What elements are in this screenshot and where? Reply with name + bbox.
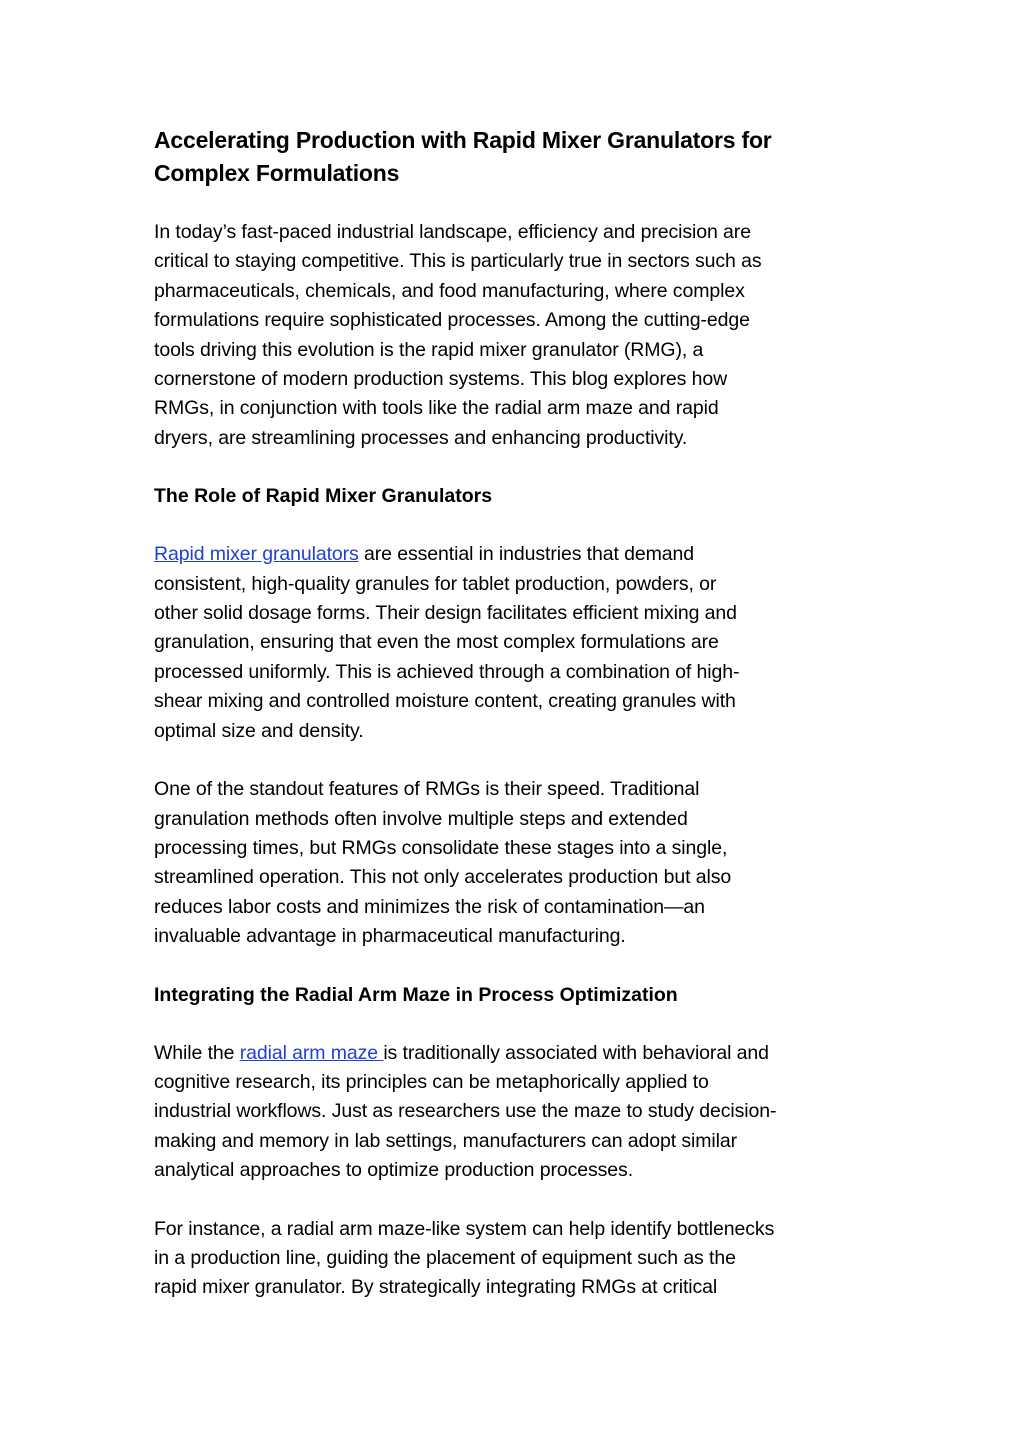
text-line: cornerstone of modern production systems. This blog explores how	[154, 368, 728, 391]
text-line: analytical approaches to optimize production processes.	[154, 1159, 634, 1182]
text-line: One of the standout features of RMGs is their speed. Traditional	[154, 778, 700, 801]
text-line: shear mixing and controlled moisture content, creating granules with	[154, 690, 736, 713]
text-line: processing times, but RMGs consolidate these stages into a single,	[154, 836, 728, 859]
text-line: critical to staying competitive. This is particularly true in sectors such as	[154, 250, 762, 273]
speed-paragraph	[154, 775, 874, 951]
text-line: granulation methods often involve multiple steps and extended	[154, 807, 688, 830]
text-line: making and memory in lab settings, manufacturers can adopt similar	[154, 1129, 737, 1152]
text-fragment: While the	[154, 1041, 240, 1064]
maze-paragraph	[154, 1039, 874, 1186]
text-line	[154, 540, 874, 569]
text-line: in a production line, guiding the placement of equipment such as the	[154, 1246, 736, 1269]
text-fragment: are essential in industries that demand	[358, 543, 694, 566]
text-line: dryers, are streamlining processes and enhancing productivity.	[154, 426, 688, 449]
text-line: streamlined operation. This not only accelerates production but also	[154, 866, 732, 889]
text-line: RMGs, in conjunction with tools like the radial arm maze and rapid	[154, 397, 719, 420]
text-line: reduces labor costs and minimizes the risk of contamination—an	[154, 895, 705, 918]
title-line: Accelerating Production with Rapid Mixer Granulators for	[154, 127, 772, 153]
instance-paragraph	[154, 1215, 874, 1303]
section-heading-role: The Role of Rapid Mixer Granulators	[154, 485, 493, 508]
role-paragraph	[154, 540, 874, 746]
text-line: industrial workflows. Just as researchers use the maze to study decision-	[154, 1100, 777, 1123]
section-heading-maze: Integrating the Radial Arm Maze in Process Optimization	[154, 983, 678, 1006]
text-line	[154, 1039, 874, 1068]
document-title	[154, 124, 874, 190]
text-line: consistent, high-quality granules for tablet production, powders, or	[154, 572, 717, 595]
text-fragment: is traditionally associated with behavioral and	[383, 1041, 769, 1064]
rapid-mixer-granulators-link[interactable]: Rapid mixer granulators	[154, 543, 359, 566]
intro-paragraph	[154, 218, 874, 453]
text-line: For instance, a radial arm maze-like system can help identify bottlenecks	[154, 1217, 775, 1240]
radial-arm-maze-link[interactable]: radial arm maze	[239, 1041, 384, 1064]
text-line: pharmaceuticals, chemicals, and food manufacturing, where complex	[154, 279, 745, 302]
text-line: tools driving this evolution is the rapid mixer granulator (RMG), a	[154, 338, 704, 361]
text-line: rapid mixer granulator. By strategically integrating RMGs at critical	[154, 1276, 718, 1299]
document-page	[154, 124, 874, 1332]
text-line: In today’s fast-paced industrial landscape, efficiency and precision are	[154, 221, 751, 243]
text-line: optimal size and density.	[154, 719, 364, 742]
text-line: other solid dosage forms. Their design facilitates efficient mixing and	[154, 602, 737, 625]
text-line: granulation, ensuring that even the most complex formulations are	[154, 631, 719, 654]
text-line: invaluable advantage in pharmaceutical manufacturing.	[154, 925, 626, 948]
text-line: formulations require sophisticated processes. Among the cutting-edge	[154, 309, 750, 332]
title-line: Complex Formulations	[154, 160, 400, 186]
text-line: cognitive research, its principles can be metaphorically applied to	[154, 1070, 709, 1093]
text-line: processed uniformly. This is achieved through a combination of high-	[154, 660, 740, 683]
